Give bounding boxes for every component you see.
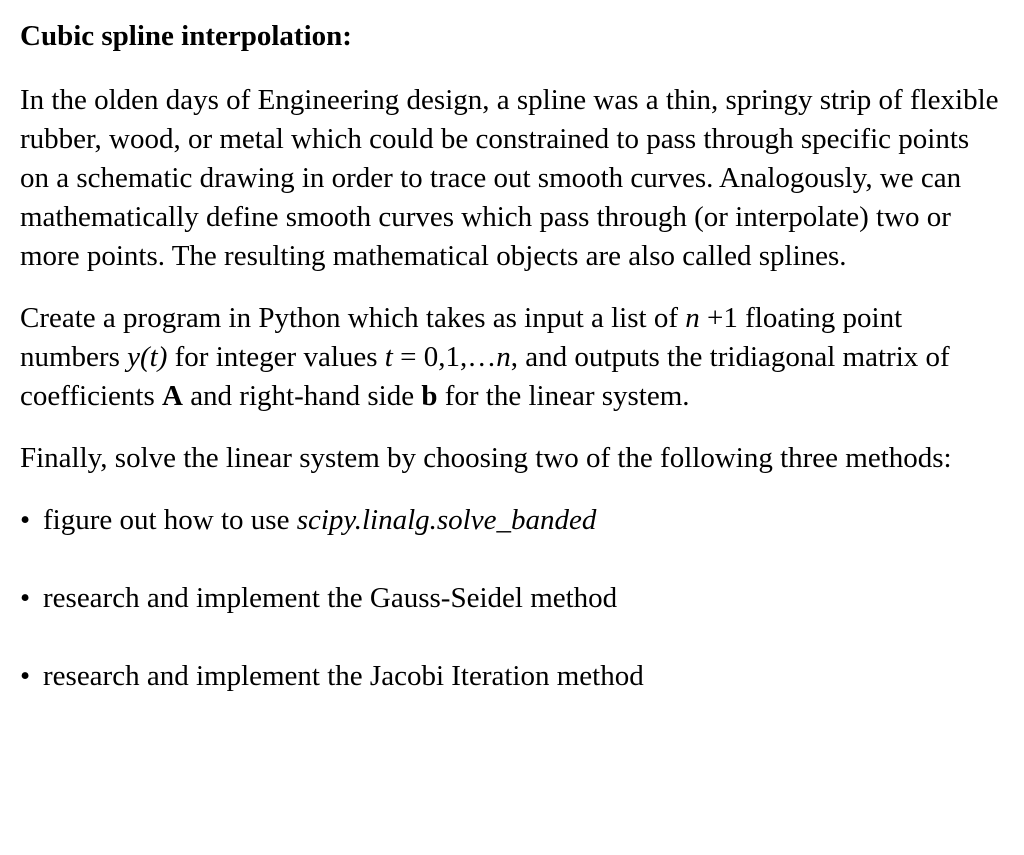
list-item [20, 579, 1004, 618]
task-text-1: Create a program in Python which takes as input a list of [20, 302, 686, 334]
list-item-text: research and implement the Gauss-Seidel method [43, 582, 618, 614]
matrix-a: A [161, 380, 183, 412]
task-text-4: = 0,1,… [392, 341, 497, 373]
task-paragraph [20, 299, 1004, 416]
task-text-5: , and outputs the tridiagonal matrix of coefficients [20, 341, 950, 412]
list-item [20, 501, 1004, 540]
bullet-icon: • [20, 504, 31, 536]
var-y-of-t: y(t) [127, 341, 168, 373]
code-reference: scipy.linalg.solve_banded [296, 504, 597, 536]
methods-list [20, 501, 1004, 696]
var-n-2: n [496, 341, 511, 373]
list-item-text: research and implement the Jacobi Iteration method [43, 660, 644, 692]
task-text-3: for integer values [167, 341, 385, 373]
list-item-text [43, 501, 596, 540]
vector-b: b [421, 380, 438, 412]
section-title: Cubic spline interpolation: [20, 20, 352, 52]
intro-paragraph: In the olden days of Engineering design, a spline was a thin, springy strip of flexible rubber, wood, or metal which could be constrained to pass through specific points on a schematic drawing in order to trace out smooth curves. Analogously, we can mathematically define smooth curves which pass through (or interpolate) two or more points. The resulting mathematical objects are also called splines. [20, 84, 999, 272]
task-text-7: for the linear system. [437, 380, 690, 412]
methods-paragraph: Finally, solve the linear system by choosing two of the following three methods: [20, 442, 952, 474]
task-text-6: and right-hand side [182, 380, 422, 412]
bullet-icon: • [20, 660, 31, 692]
var-n: n [685, 302, 700, 334]
list-item-prefix: figure out how to use [43, 504, 297, 536]
bullet-icon: • [20, 582, 31, 614]
var-t: t [384, 341, 393, 373]
list-item [20, 657, 1004, 696]
task-text-2: +1 floating point numbers [20, 302, 903, 373]
